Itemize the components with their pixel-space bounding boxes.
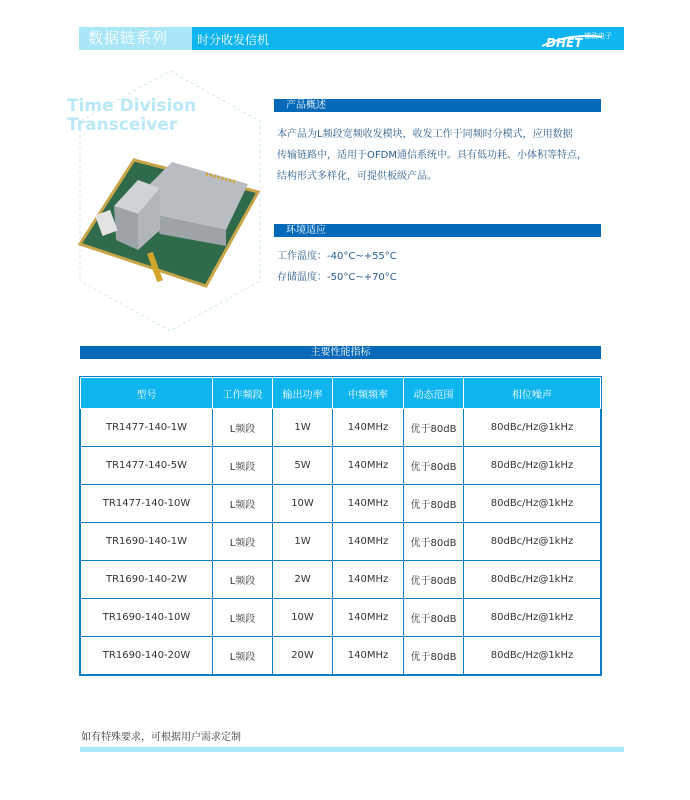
storage-temperature: 存储温度：-50°C~+70°C xyxy=(277,272,397,283)
cell-power: 1W xyxy=(273,523,333,561)
cell-model: TR1477-140-5W xyxy=(81,447,213,485)
cell-dynamic: 优于80dB xyxy=(404,447,464,485)
header-phase-noise: 相位噪声 xyxy=(464,378,601,409)
cell-phase-noise: 80dBc/Hz@1kHz xyxy=(464,485,601,523)
footer-note: 如有特殊要求，可根据用户需求定制 xyxy=(81,732,241,743)
cell-band: L频段 xyxy=(213,409,273,447)
specs-title-bar: 主要性能指标 xyxy=(80,346,601,359)
table-row xyxy=(81,561,601,599)
table-header-row xyxy=(81,378,601,409)
cell-power: 10W xyxy=(273,599,333,637)
cell-if: 140MHz xyxy=(333,447,404,485)
header-if-frequency: 中频频率 xyxy=(333,378,404,409)
cell-dynamic: 优于80dB xyxy=(404,561,464,599)
cell-band: L频段 xyxy=(213,447,273,485)
cell-model: TR1477-140-1W xyxy=(81,409,213,447)
product-title: 时分收发信机 xyxy=(197,33,270,47)
cell-phase-noise: 80dBc/Hz@1kHz xyxy=(464,637,601,675)
svg-text:德浩电子: 德浩电子 xyxy=(584,32,612,40)
cell-power: 10W xyxy=(273,485,333,523)
cell-band: L频段 xyxy=(213,561,273,599)
cell-band: L频段 xyxy=(213,523,273,561)
cell-phase-noise: 80dBc/Hz@1kHz xyxy=(464,561,601,599)
cell-dynamic: 优于80dB xyxy=(404,637,464,675)
overview-line: 本产品为L频段宽频收发模块，收发工作于同频时分模式，应用数据 xyxy=(277,129,573,140)
svg-text:DHET: DHET xyxy=(546,36,583,49)
overview-title-bar: 产品概述 xyxy=(274,99,601,112)
cell-if: 140MHz xyxy=(333,485,404,523)
cell-power: 5W xyxy=(273,447,333,485)
series-title: 数据链系列 xyxy=(79,27,192,50)
cell-model: TR1690-140-10W xyxy=(81,599,213,637)
watermark-line-1: Time Division xyxy=(67,96,197,116)
operating-temperature: 工作温度：-40°C~+55°C xyxy=(277,251,397,262)
company-logo xyxy=(540,29,620,49)
cell-band: L频段 xyxy=(213,485,273,523)
overview-line: 传输链路中，适用于OFDM通信系统中。具有低功耗、小体积等特点， xyxy=(277,150,587,161)
table-row xyxy=(81,409,601,447)
header-output-power: 输出功率 xyxy=(273,378,333,409)
cell-phase-noise: 80dBc/Hz@1kHz xyxy=(464,599,601,637)
cell-if: 140MHz xyxy=(333,409,404,447)
footer-bar xyxy=(80,747,624,752)
watermark-line-2: Transceiver xyxy=(67,115,178,135)
cell-phase-noise: 80dBc/Hz@1kHz xyxy=(464,523,601,561)
watermark-text xyxy=(67,97,196,135)
cell-band: L频段 xyxy=(213,637,273,675)
product-image xyxy=(76,152,262,290)
header-model: 型号 xyxy=(81,378,213,409)
cell-if: 140MHz xyxy=(333,599,404,637)
cell-model: TR1690-140-1W xyxy=(81,523,213,561)
cell-power: 2W xyxy=(273,561,333,599)
header-band: 工作频段 xyxy=(213,378,273,409)
header-dynamic-range: 动态范围 xyxy=(404,378,464,409)
cell-power: 1W xyxy=(273,409,333,447)
overview-line: 结构形式多样化，可提供板级产品。 xyxy=(277,171,437,182)
cell-phase-noise: 80dBc/Hz@1kHz xyxy=(464,447,601,485)
cell-power: 20W xyxy=(273,637,333,675)
cell-model: TR1690-140-2W xyxy=(81,561,213,599)
environment-text xyxy=(277,246,607,288)
header-banner xyxy=(79,27,624,50)
cell-if: 140MHz xyxy=(333,561,404,599)
table-row xyxy=(81,523,601,561)
cell-model: TR1690-140-20W xyxy=(81,637,213,675)
cell-model: TR1477-140-10W xyxy=(81,485,213,523)
environment-title-bar: 环境适应 xyxy=(274,224,601,237)
cell-dynamic: 优于80dB xyxy=(404,599,464,637)
cell-phase-noise: 80dBc/Hz@1kHz xyxy=(464,409,601,447)
table-row xyxy=(81,485,601,523)
cell-band: L频段 xyxy=(213,599,273,637)
overview-text xyxy=(277,124,607,187)
cell-if: 140MHz xyxy=(333,637,404,675)
table-row xyxy=(81,599,601,637)
spec-table xyxy=(80,377,601,675)
cell-dynamic: 优于80dB xyxy=(404,409,464,447)
table-row xyxy=(81,637,601,675)
cell-dynamic: 优于80dB xyxy=(404,523,464,561)
table-row xyxy=(81,447,601,485)
cell-if: 140MHz xyxy=(333,523,404,561)
cell-dynamic: 优于80dB xyxy=(404,485,464,523)
